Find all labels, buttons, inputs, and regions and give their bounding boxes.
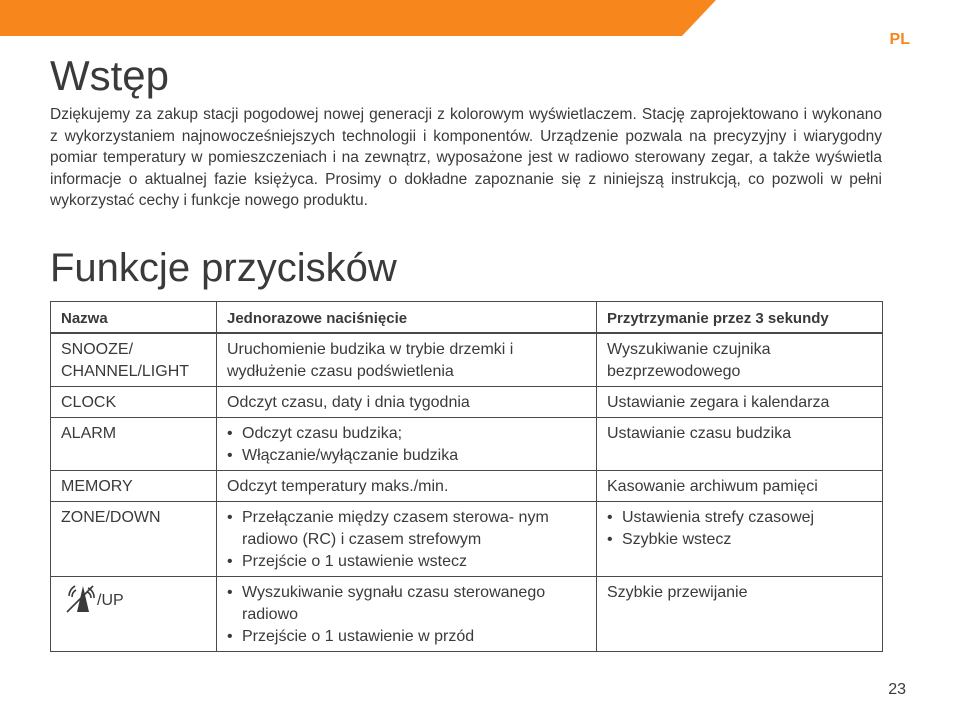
page-number: 23 (888, 681, 906, 698)
hold-action: Kasowanie archiwum pamięci (597, 471, 883, 502)
single-press-action: Uruchomienie budzika w trybie drzemki i wydłużenie czasu podświetlenia (217, 333, 597, 387)
header-hold-3s: Przytrzymanie przez 3 sekundy (597, 302, 883, 334)
list-item: • Włączanie/wyłączanie budzika (227, 445, 586, 467)
functions-title: Funkcje przycisków (50, 246, 397, 290)
key-name (51, 577, 217, 652)
single-press-action (217, 502, 597, 577)
single-press-action (217, 418, 597, 471)
intro-title: Wstęp (50, 52, 170, 99)
intro-paragraph: Dziękujemy za zakup stacji pogodowej nowej generacji z kolorowym wyświetlaczem. Stację zaprojektowano i wykonano z wykorzystaniem najnowocześniejszych technologii i komponentów. Urządzenie pozwala na precyzyjny i wiarygodny pomiar temperatury w pomieszczeniach i na zewnątrz, wyposażone jest w radiowo sterowany zegar, a także wyświetla informacje o aktualnej fazie księżyca. Prosimy o dokładne zapoznanie się z niniejszą instrukcją, co pozwoli w pełni wykorzystać cechy i funkcje nowego produktu. (50, 106, 882, 210)
header-name: Nazwa (51, 302, 217, 334)
key-name: MEMORY (51, 471, 217, 502)
hold-action: Szybkie przewijanie (597, 577, 883, 652)
header-single-press: Jednorazowe naciśnięcie (217, 302, 597, 334)
list-item: • Przejście o 1 ustawienie wstecz (227, 551, 586, 573)
list-item: • Przełączanie między czasem sterowa- nym radiowo (RC) i czasem strefowym (227, 507, 586, 551)
header-accent-bar (0, 0, 716, 36)
hold-action: Ustawianie czasu budzika (597, 418, 883, 471)
hold-action (597, 502, 883, 577)
radio-tower-icon (61, 582, 97, 620)
key-name: ALARM (51, 418, 217, 471)
table-header-row (51, 302, 883, 334)
single-press-action (217, 577, 597, 652)
hold-action: Wyszukiwanie czujnika bezprzewodowego (597, 333, 883, 387)
button-functions-table (50, 301, 883, 652)
table-row (51, 418, 883, 471)
language-badge: PL (889, 31, 910, 48)
table-row (51, 387, 883, 418)
list-item: • Szybkie wstecz (607, 529, 872, 551)
key-name-label: /UP (97, 592, 124, 609)
list-item: • Ustawienia strefy czasowej (607, 507, 872, 529)
hold-action: Ustawianie zegara i kalendarza (597, 387, 883, 418)
list-item: • Wyszukiwanie sygnału czasu sterowanego radiowo (227, 582, 586, 626)
table-row (51, 502, 883, 577)
key-name: CLOCK (51, 387, 217, 418)
table-row (51, 577, 883, 652)
key-name: ZONE/DOWN (51, 502, 217, 577)
table-row (51, 471, 883, 502)
list-item: • Przejście o 1 ustawienie w przód (227, 626, 586, 648)
key-name: SNOOZE/ CHANNEL/LIGHT (51, 333, 217, 387)
single-press-action: Odczyt temperatury maks./min. (217, 471, 597, 502)
single-press-action: Odczyt czasu, daty i dnia tygodnia (217, 387, 597, 418)
table-row (51, 333, 883, 387)
list-item: • Odczyt czasu budzika; (227, 423, 586, 445)
